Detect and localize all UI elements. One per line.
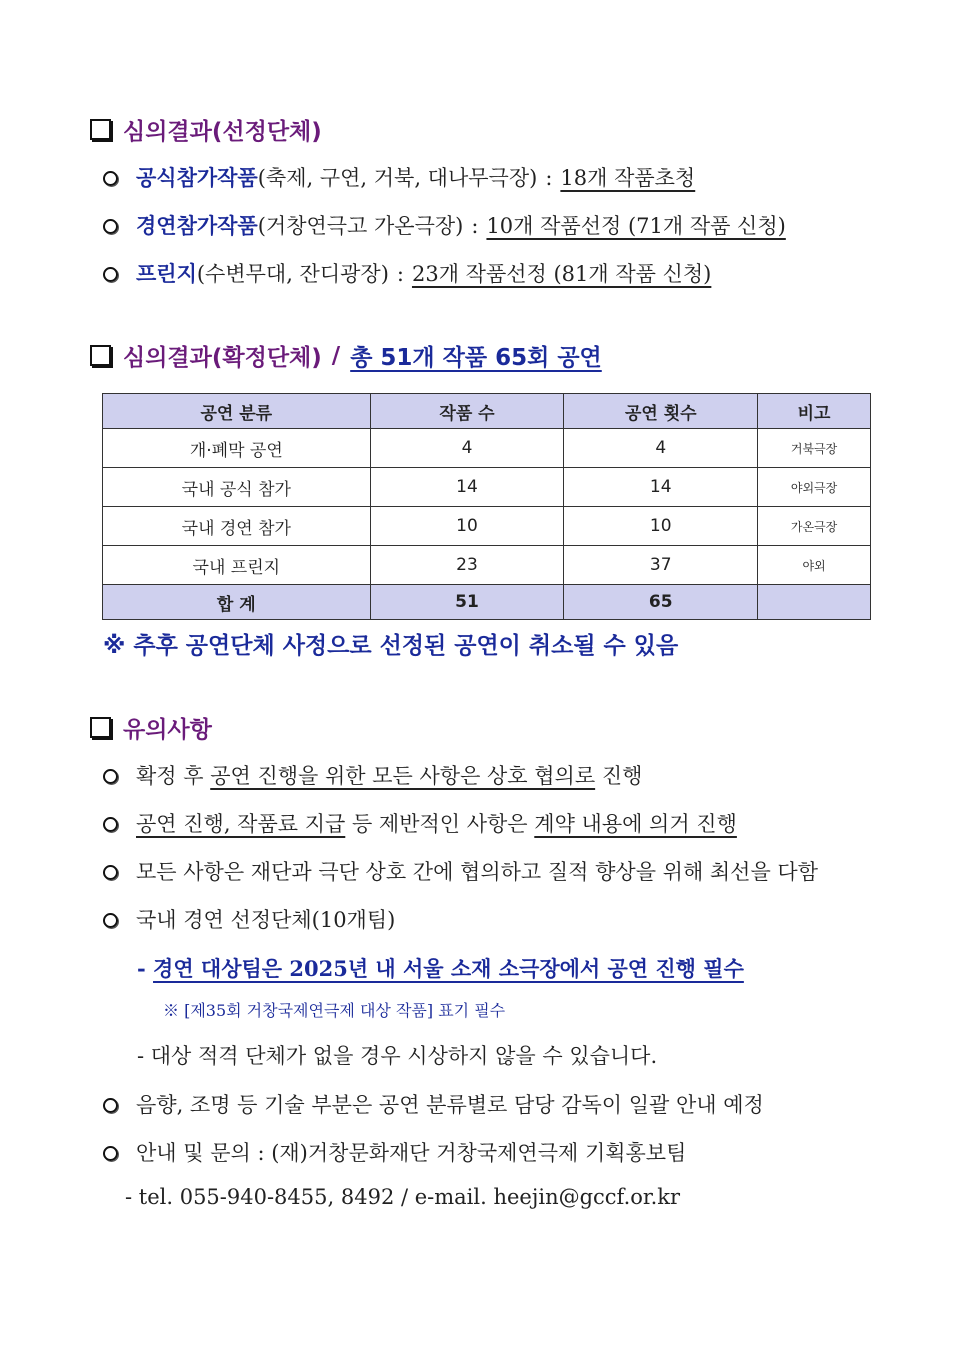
cell-count: 10 xyxy=(564,507,758,546)
section-title-selected xyxy=(90,113,322,146)
item-colon: : xyxy=(471,214,479,238)
cell-count: 4 xyxy=(564,429,758,468)
cell-category: 국내 프린지 xyxy=(103,546,371,585)
cell-note: 가온극장 xyxy=(758,507,871,546)
item-detail: (축제, 구연, 거북, 대나무극장) xyxy=(257,166,538,190)
list-item xyxy=(103,258,711,288)
total-works: 51 xyxy=(370,585,564,620)
list-item xyxy=(103,904,395,934)
table-row xyxy=(103,546,871,585)
circle-bullet-icon xyxy=(103,219,118,234)
table-header-row xyxy=(103,394,871,429)
item-text: 음향, 조명 등 기술 부분은 공연 분류별로 담당 감독이 일괄 안내 예정 xyxy=(136,1093,764,1117)
cell-works: 23 xyxy=(370,546,564,585)
total-note xyxy=(758,585,871,620)
cell-category: 국내 경연 참가 xyxy=(103,507,371,546)
checkbox-square-icon xyxy=(90,119,111,140)
item-text: 모든 사항은 재단과 극단 상호 간에 협의하고 질적 향상을 위해 최선을 다함 xyxy=(136,860,819,884)
item-head: 프린지 xyxy=(136,262,197,286)
list-item xyxy=(103,808,737,838)
item-text-mid: 등 제반적인 사항은 xyxy=(345,812,535,836)
item-text-pre: 확정 후 xyxy=(136,764,211,788)
cell-note: 야외 xyxy=(758,546,871,585)
performance-table xyxy=(102,393,871,620)
item-detail: (수변무대, 잔디광장) xyxy=(196,262,389,286)
table-row xyxy=(103,429,871,468)
item-colon: : xyxy=(545,166,553,190)
circle-bullet-icon xyxy=(103,1098,118,1113)
cell-category: 국내 공식 참가 xyxy=(103,468,371,507)
sub-item-requirement xyxy=(137,953,744,983)
circle-bullet-icon xyxy=(103,769,118,784)
item-result: 10개 작품선정 (71개 작품 신청) xyxy=(486,214,786,238)
item-text-underlined: 공연 진행을 위한 모든 사항은 상호 협의로 xyxy=(210,764,596,788)
requirement-note: ※ [제35회 거창국제연극제 대상 작품] 표기 필수 xyxy=(163,1001,506,1020)
circle-bullet-icon xyxy=(103,865,118,880)
section-title-notes xyxy=(90,711,212,744)
circle-bullet-icon xyxy=(103,1146,118,1161)
item-colon: : xyxy=(396,262,404,286)
item-result: 18개 작품초청 xyxy=(560,166,696,190)
title-slash: / xyxy=(331,342,341,369)
list-item xyxy=(103,1137,686,1167)
section-title-text: 유의사항 xyxy=(123,717,212,743)
requirement-text: 경연 대상팀은 2025년 내 서울 소재 소극장에서 공연 진행 필수 xyxy=(153,956,744,981)
section-title-confirmed xyxy=(90,339,602,372)
list-item xyxy=(103,1089,764,1119)
cell-category: 개·폐막 공연 xyxy=(103,429,371,468)
section-title-text: 심의결과(선정단체) xyxy=(123,119,322,145)
item-text-underlined: 공연 진행, 작품료 지급 xyxy=(136,812,346,836)
cell-works: 14 xyxy=(370,468,564,507)
cell-count: 37 xyxy=(564,546,758,585)
section-title-text: 심의결과(확정단체) xyxy=(123,345,322,371)
item-head: 공식참가작품 xyxy=(136,166,258,190)
checkbox-square-icon xyxy=(90,717,111,738)
item-detail: (거창연극고 가온극장) xyxy=(257,214,464,238)
item-text: 안내 및 문의 : (재)거창문화재단 거창국제연극제 기획홍보팀 xyxy=(136,1141,687,1165)
list-item xyxy=(103,760,642,790)
header-note: 비고 xyxy=(758,394,871,429)
header-works: 작품 수 xyxy=(370,394,564,429)
cell-count: 14 xyxy=(564,468,758,507)
header-category: 공연 분류 xyxy=(103,394,371,429)
item-result: 23개 작품선정 (81개 작품 신청) xyxy=(411,262,712,286)
circle-bullet-icon xyxy=(103,171,118,186)
header-count: 공연 횟수 xyxy=(564,394,758,429)
total-label: 합 계 xyxy=(103,585,371,620)
circle-bullet-icon xyxy=(103,817,118,832)
cancellation-notice: ※ 추후 공연단체 사정으로 선정된 공연이 취소될 수 있음 xyxy=(103,633,679,659)
total-count: 65 xyxy=(564,585,758,620)
item-text-post: 진행 xyxy=(595,764,643,788)
cell-note: 거북극장 xyxy=(758,429,871,468)
item-head: 경연참가작품 xyxy=(136,214,258,238)
table-total-row xyxy=(103,585,871,620)
list-item xyxy=(103,856,818,886)
cell-works: 4 xyxy=(370,429,564,468)
item-text-underlined: 계약 내용에 의거 진행 xyxy=(534,812,737,836)
table-row xyxy=(103,468,871,507)
circle-bullet-icon xyxy=(103,267,118,282)
cell-note: 야외극장 xyxy=(758,468,871,507)
sub-item-award: - 대상 적격 단체가 없을 경우 시상하지 않을 수 있습니다. xyxy=(137,1044,658,1068)
section-summary: 총 51개 작품 65회 공연 xyxy=(350,345,602,371)
list-item xyxy=(103,162,695,192)
item-text: 국내 경연 선정단체(10개팀) xyxy=(136,908,396,932)
table-row xyxy=(103,507,871,546)
list-item xyxy=(103,210,786,240)
contact-info: - tel. 055-940-8455, 8492 / e-mail. heejin@gccf.or.kr xyxy=(125,1185,681,1209)
cell-works: 10 xyxy=(370,507,564,546)
circle-bullet-icon xyxy=(103,913,118,928)
dash-mark: - xyxy=(137,956,146,981)
checkbox-square-icon xyxy=(90,345,111,366)
